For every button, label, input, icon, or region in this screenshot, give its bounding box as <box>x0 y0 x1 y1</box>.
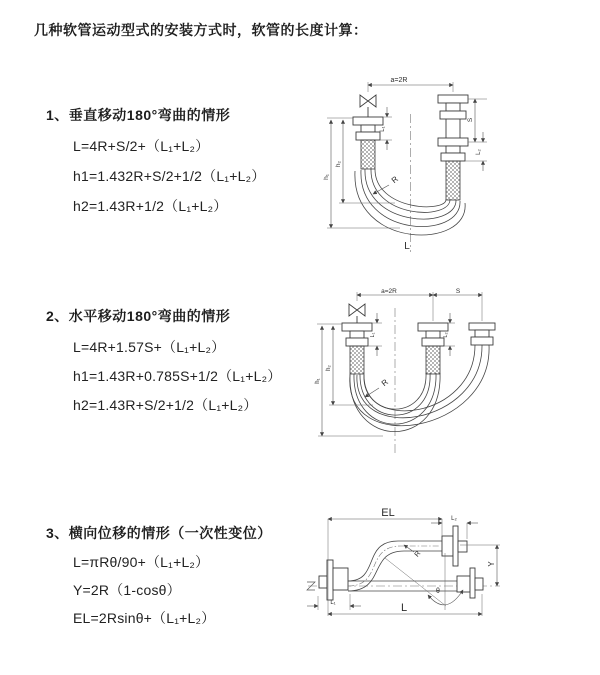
dim-label-l: L <box>400 602 408 614</box>
dim-label-h2: h₂ <box>326 365 332 371</box>
dim-label-h1: h₁ <box>323 174 330 180</box>
formula-line: EL=2Rsinθ+（L₁+L₂） <box>73 610 216 626</box>
dim-label-l1: L₁ <box>330 600 336 606</box>
diagram-vertical-bend <box>315 72 600 262</box>
diagram-lateral-displacement <box>300 498 600 638</box>
dim-label-l1: L₁ <box>370 332 376 338</box>
formula-line: h1=1.432R+S/2+1/2（L₁+L₂） <box>73 168 266 184</box>
dim-label-h1: h₁ <box>315 378 321 384</box>
formula-line: h1=1.43R+0.785S+1/2（L₁+L₂） <box>73 368 282 384</box>
formula-line: L=πRθ/90+（L₁+L₂） <box>73 554 210 570</box>
formula-line: h2=1.43R+S/2+1/2（L₁+L₂） <box>73 397 258 413</box>
page-title: 几种软管运动型式的安装方式时，软管的长度计算： <box>34 22 368 38</box>
dim-label-l2: L₂ <box>451 516 457 522</box>
braid-section <box>426 346 440 374</box>
leader-line <box>373 185 389 194</box>
angle-leg <box>385 558 446 606</box>
valve-icon <box>349 304 365 316</box>
valve-icon <box>360 95 376 107</box>
ghost-pipe <box>348 568 483 598</box>
radius-label: R <box>413 550 423 559</box>
braid-section <box>350 346 364 374</box>
left-flange <box>342 323 372 346</box>
left-flange <box>319 560 348 600</box>
diagram-horizontal-bend <box>313 283 600 461</box>
formula-line: L=4R+S/2+（L₁+L₂） <box>73 138 210 154</box>
section3-heading: 3、横向位移的情形（一次性变位） <box>46 525 272 541</box>
dim-label-el: EL <box>381 507 395 519</box>
braid-section <box>446 161 460 200</box>
dim-label-l2: L₂ <box>443 332 449 338</box>
hose-loops-position2 <box>350 345 489 426</box>
dim-label-y: Y <box>487 561 496 567</box>
right-flange-lower <box>438 138 468 161</box>
formula-line: Y=2R（1-cosθ） <box>73 582 181 598</box>
formula-line: L=4R+1.57S+（L₁+L₂） <box>73 339 226 355</box>
upper-flange <box>442 526 467 566</box>
length-label: L <box>404 241 410 252</box>
dim-label-s: S <box>455 288 461 295</box>
braid-section <box>361 140 375 169</box>
dim-label-h2: h₂ <box>335 160 342 168</box>
right-flange-top <box>438 95 468 119</box>
dim-label-a2r: a=2R <box>390 77 408 84</box>
dim-label-l2: L₂ <box>476 149 482 155</box>
radius-label: R <box>379 377 390 389</box>
section1-heading: 1、垂直移动180°弯曲的情形 <box>46 107 231 123</box>
dim-label-s: S <box>467 117 474 123</box>
right-flange <box>469 323 495 345</box>
formula-line: h2=1.43R+1/2（L₁+L₂） <box>73 198 228 214</box>
radius-label: R <box>389 174 400 186</box>
section2-heading: 2、水平移动180°弯曲的情形 <box>46 308 231 324</box>
dim-label-l1: L₁ <box>380 126 386 132</box>
angle-label: θ <box>436 588 440 595</box>
dim-label-a2r: a=2R <box>381 288 397 295</box>
left-flange <box>353 117 383 140</box>
